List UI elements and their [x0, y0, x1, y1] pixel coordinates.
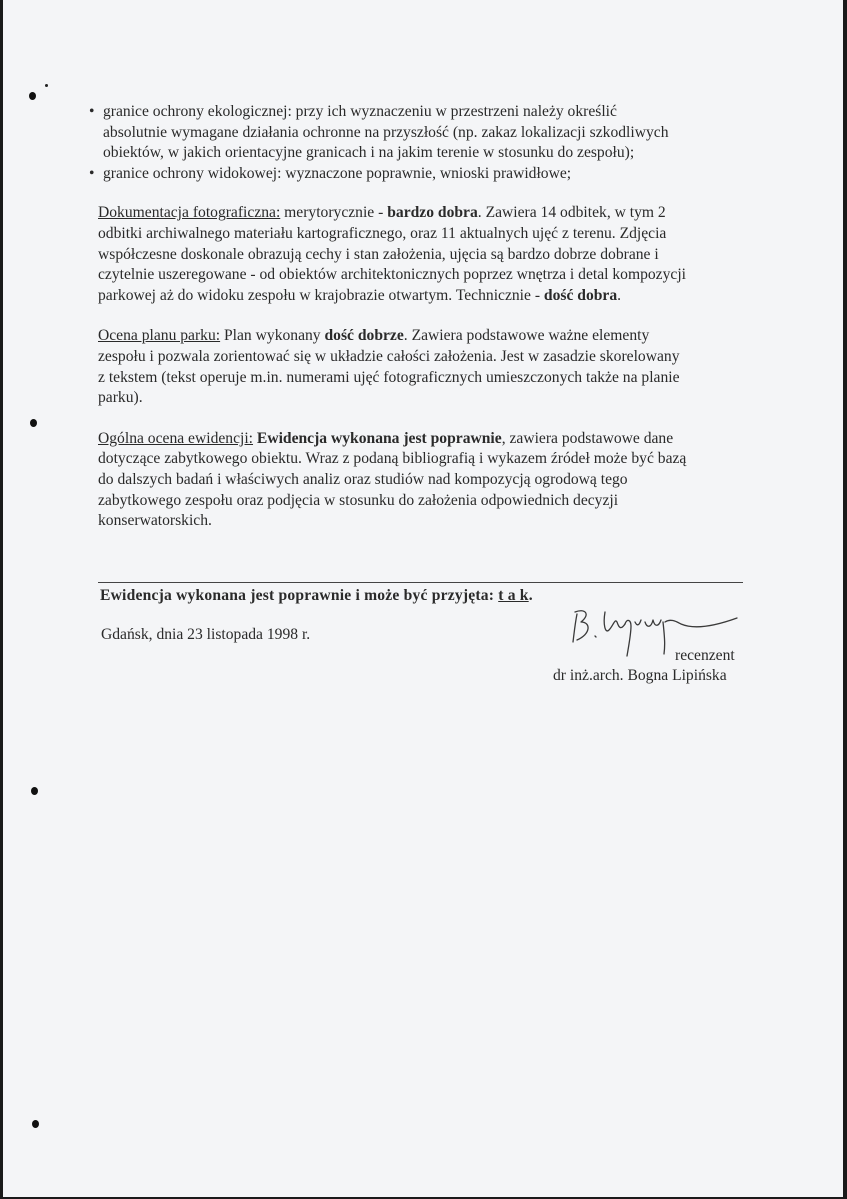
paragraph-line: odbitki archiwalnego materiału kartograficznego, oraz 11 aktualnych ujęć z terenu. Zdjęcia	[98, 224, 667, 242]
bullet-line: granice ochrony ekologicznej: przy ich wyznaczeniu w przestrzeni należy określić	[103, 103, 617, 120]
punch-hole-mark	[32, 1120, 39, 1128]
bullet-line: absolutnie wymagane działania ochronne na przyszłość (np. zakaz lokalizacji szkodliwych	[103, 123, 669, 141]
emphasis-text: Ewidencja wykonana jest poprawnie	[256, 429, 502, 447]
conclusion-text: Ewidencja wykonana jest poprawnie i może być przyjęta:	[100, 587, 499, 604]
emphasis-text: dość dobrze	[324, 327, 404, 345]
section-heading: Ogólna ocena ewidencji:	[98, 429, 254, 447]
paragraph-text: . Zawiera podstawowe ważne elementy	[403, 327, 650, 345]
punch-hole-mark	[31, 787, 38, 795]
review-body	[89, 102, 748, 532]
paragraph-text: , zawiera podstawowe dane	[501, 429, 674, 447]
reviewer-name: dr inż.arch. Bogna Lipińska	[553, 667, 727, 684]
list-item	[89, 164, 748, 185]
paragraph-line: parku).	[98, 389, 143, 407]
punch-hole-mark	[30, 419, 37, 427]
conclusion-end: .	[528, 587, 533, 604]
paragraph-text: merytorycznie -	[280, 204, 388, 222]
paragraph-line: współczesne doskonale obrazują cechy i stan założenia, ujęcia są bardzo dobrze dobrane i	[98, 245, 659, 263]
section-heading: Ocena planu parku:	[98, 327, 221, 345]
paragraph-text: . Zawiera 14 odbitek, w tym 2	[477, 204, 666, 222]
plan-assessment-paragraph	[98, 326, 748, 408]
conclusion-answer: t a k	[498, 587, 529, 604]
paragraph-line: z tekstem (tekst operuje m.in. numerami ujęć fotograficznych umieszczonych także na planie	[98, 368, 680, 386]
list-item	[89, 102, 748, 164]
paragraph-line: do dalszych badań i właściwych analiz oraz studiów nad kompozycją ogrodową tego	[98, 470, 628, 488]
conclusion-line	[100, 587, 533, 605]
paragraph-line: zespołu i pozwala zorientować się w układzie całości założenia. Jest w zasadzie skorelowany	[98, 347, 680, 365]
general-assessment-paragraph	[98, 429, 748, 532]
divider-line	[98, 582, 743, 583]
emphasis-text: dość dobra	[543, 286, 618, 304]
place-and-date: Gdańsk, dnia 23 listopada 1998 r.	[101, 626, 311, 643]
bullet-icon: •	[89, 164, 95, 182]
emphasis-text: bardzo dobra	[387, 204, 478, 222]
bullet-icon: •	[89, 103, 95, 120]
bullet-line: granice ochrony widokowej: wyznaczone poprawnie, wnioski prawidłowe;	[103, 164, 572, 182]
photo-documentation-paragraph	[98, 203, 748, 306]
paragraph-line: konserwatorskich.	[98, 512, 212, 530]
paragraph-text: Plan wykonany	[220, 327, 325, 345]
paragraph-line: zabytkowego zespołu oraz podjęcia w stosunku do założenia odpowiednich decyzji	[98, 491, 619, 509]
bullet-line: obiektów, w jakich orientacyjne granicach i na jakim terenie w stosunku do zespołu);	[103, 144, 635, 162]
section-heading: Dokumentacja fotograficzna:	[98, 204, 281, 222]
reviewer-role: recenzent	[675, 647, 735, 664]
paragraph-line: dotyczące zabytkowego obiektu. Wraz z podaną bibliografią i wykazem źródeł może być bazą	[98, 450, 687, 468]
punch-hole-mark	[29, 92, 36, 100]
bullet-list	[89, 102, 748, 184]
paragraph-text: .	[617, 286, 622, 304]
paragraph-line: czytelnie uszeregowane - od obiektów architektonicznych poprzez wnętrza i detal kompozycji	[98, 266, 686, 284]
document-page	[3, 0, 843, 1197]
scan-speck	[45, 84, 48, 87]
paragraph-line: parkowej aż do widoku zespołu w krajobrazie otwartym. Technicznie -	[98, 286, 544, 304]
